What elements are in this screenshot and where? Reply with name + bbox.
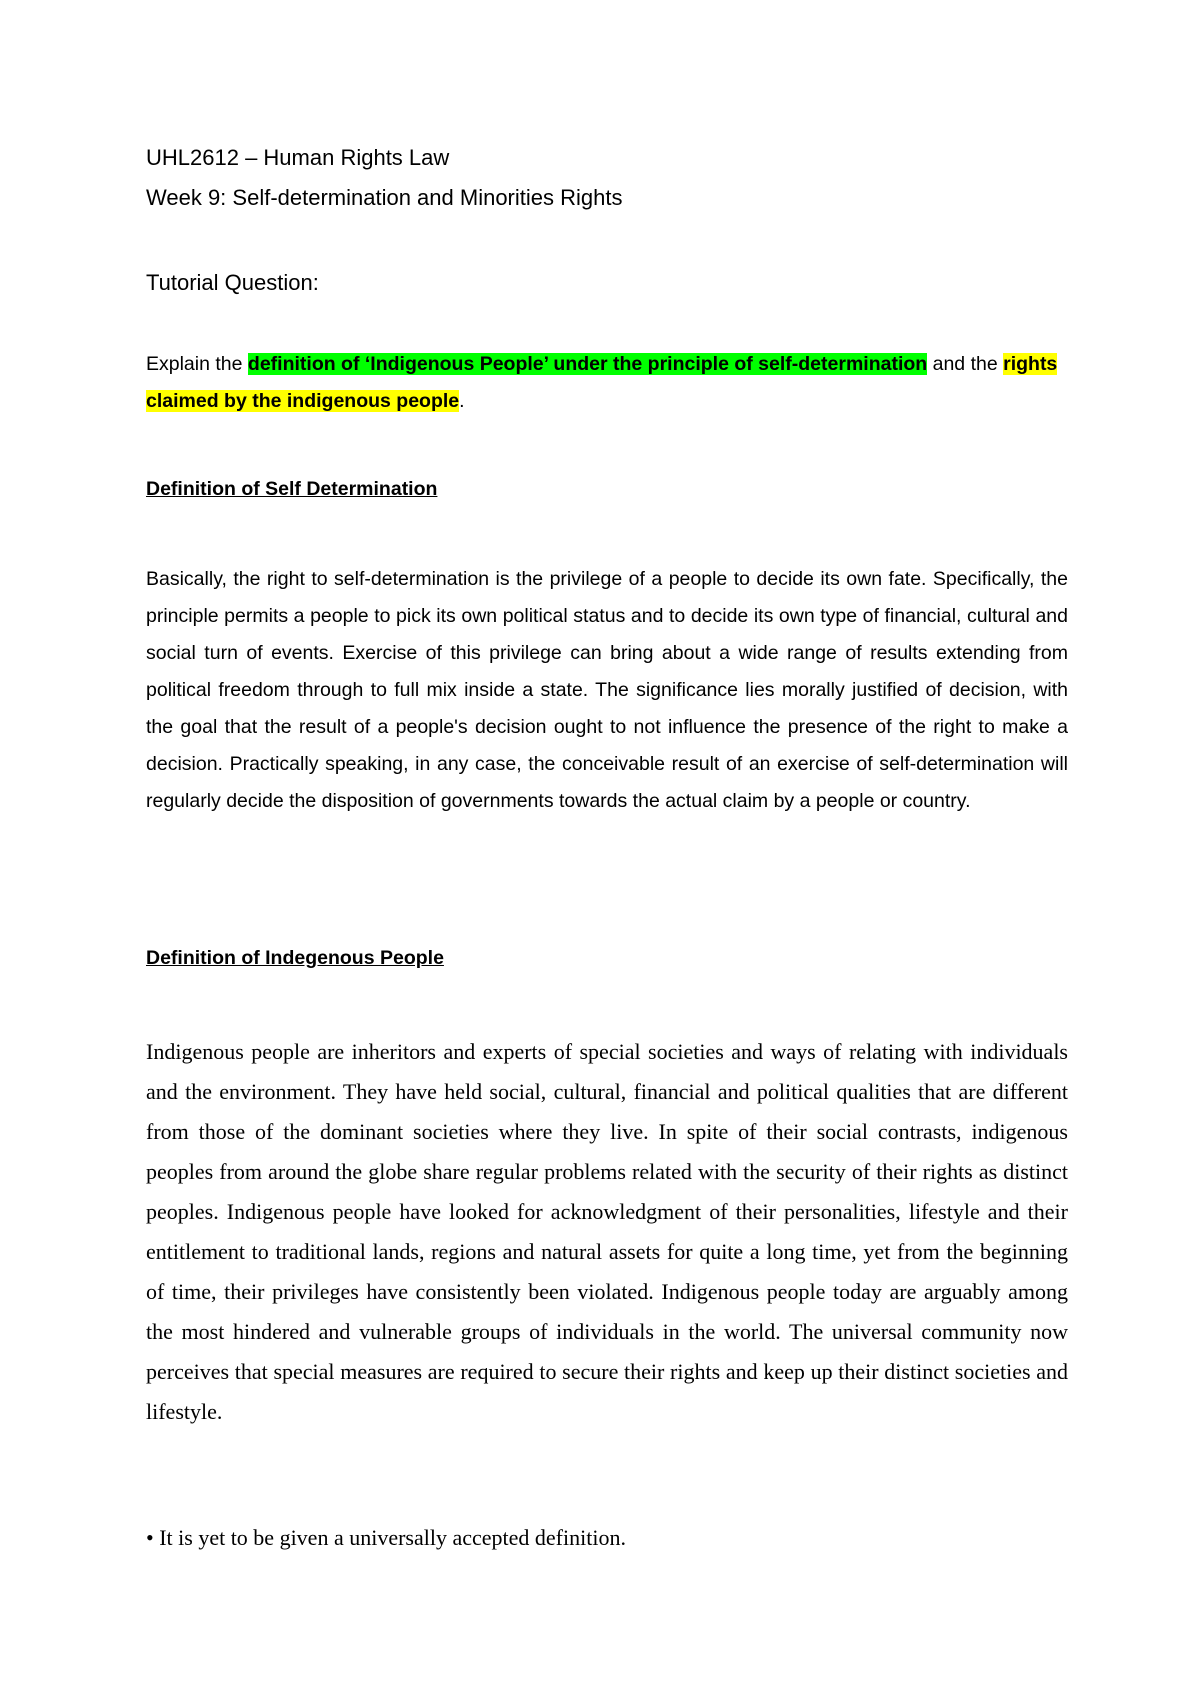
self-determination-paragraph: Basically, the right to self-determination is the privilege of a people to decide its own fate. Specifically, the principle permits a people to pick its own political status and to decide its own type of financial, cultural and social turn of events. Exercise of this privilege can bring about a wide range of results extending from political freedom through to full mix inside a state. The significance lies morally justified of decision, with the goal that the result of a people's decision ought to not influence the presence of the right to make a decision. Practically speaking, in any case, the conceivable result of an exercise of self-determination will regularly decide the disposition of governments towards the actual claim by a people or country. (146, 568, 1068, 812)
tutorial-question (146, 346, 1068, 420)
question-suffix: . (459, 390, 465, 412)
indigenous-people-paragraph: Indigenous people are inheritors and experts of special societies and ways of relating with individuals and the environment. They have held social, cultural, financial and political qualities that are different from those of the dominant societies where they live. In spite of their social contrasts, indigenous peoples from around the globe share regular problems related with the security of their rights as distinct peoples. Indigenous people have looked for acknowledgment of their personalities, lifestyle and their entitlement to traditional lands, regions and natural assets for quite a long time, yet from the beginning of time, their privileges have consistently been violated. Indigenous people today are arguably among the most hindered and vulnerable groups of individuals in the world. The universal community now perceives that special measures are required to secure their rights and keep up their distinct societies and lifestyle. (146, 1039, 1068, 1424)
week-title: Week 9: Self-determination and Minorities Rights (146, 185, 623, 210)
self-determination-heading: Definition of Self Determination (146, 478, 438, 500)
question-highlight-definition: definition of ‘Indigenous People’ under the principle of self-determination (247, 353, 928, 375)
tutorial-heading: Tutorial Question: (146, 270, 319, 295)
question-highlight-rights: rights claimed by the indigenous people (146, 353, 1058, 412)
definition-bullet: • It is yet to be given a universally accepted definition. (146, 1525, 626, 1550)
question-middle: and the (927, 353, 1004, 375)
course-title: UHL2612 – Human Rights Law (146, 145, 450, 170)
question-prefix: Explain the (146, 353, 248, 375)
indigenous-people-heading: Definition of Indegenous People (146, 947, 444, 969)
